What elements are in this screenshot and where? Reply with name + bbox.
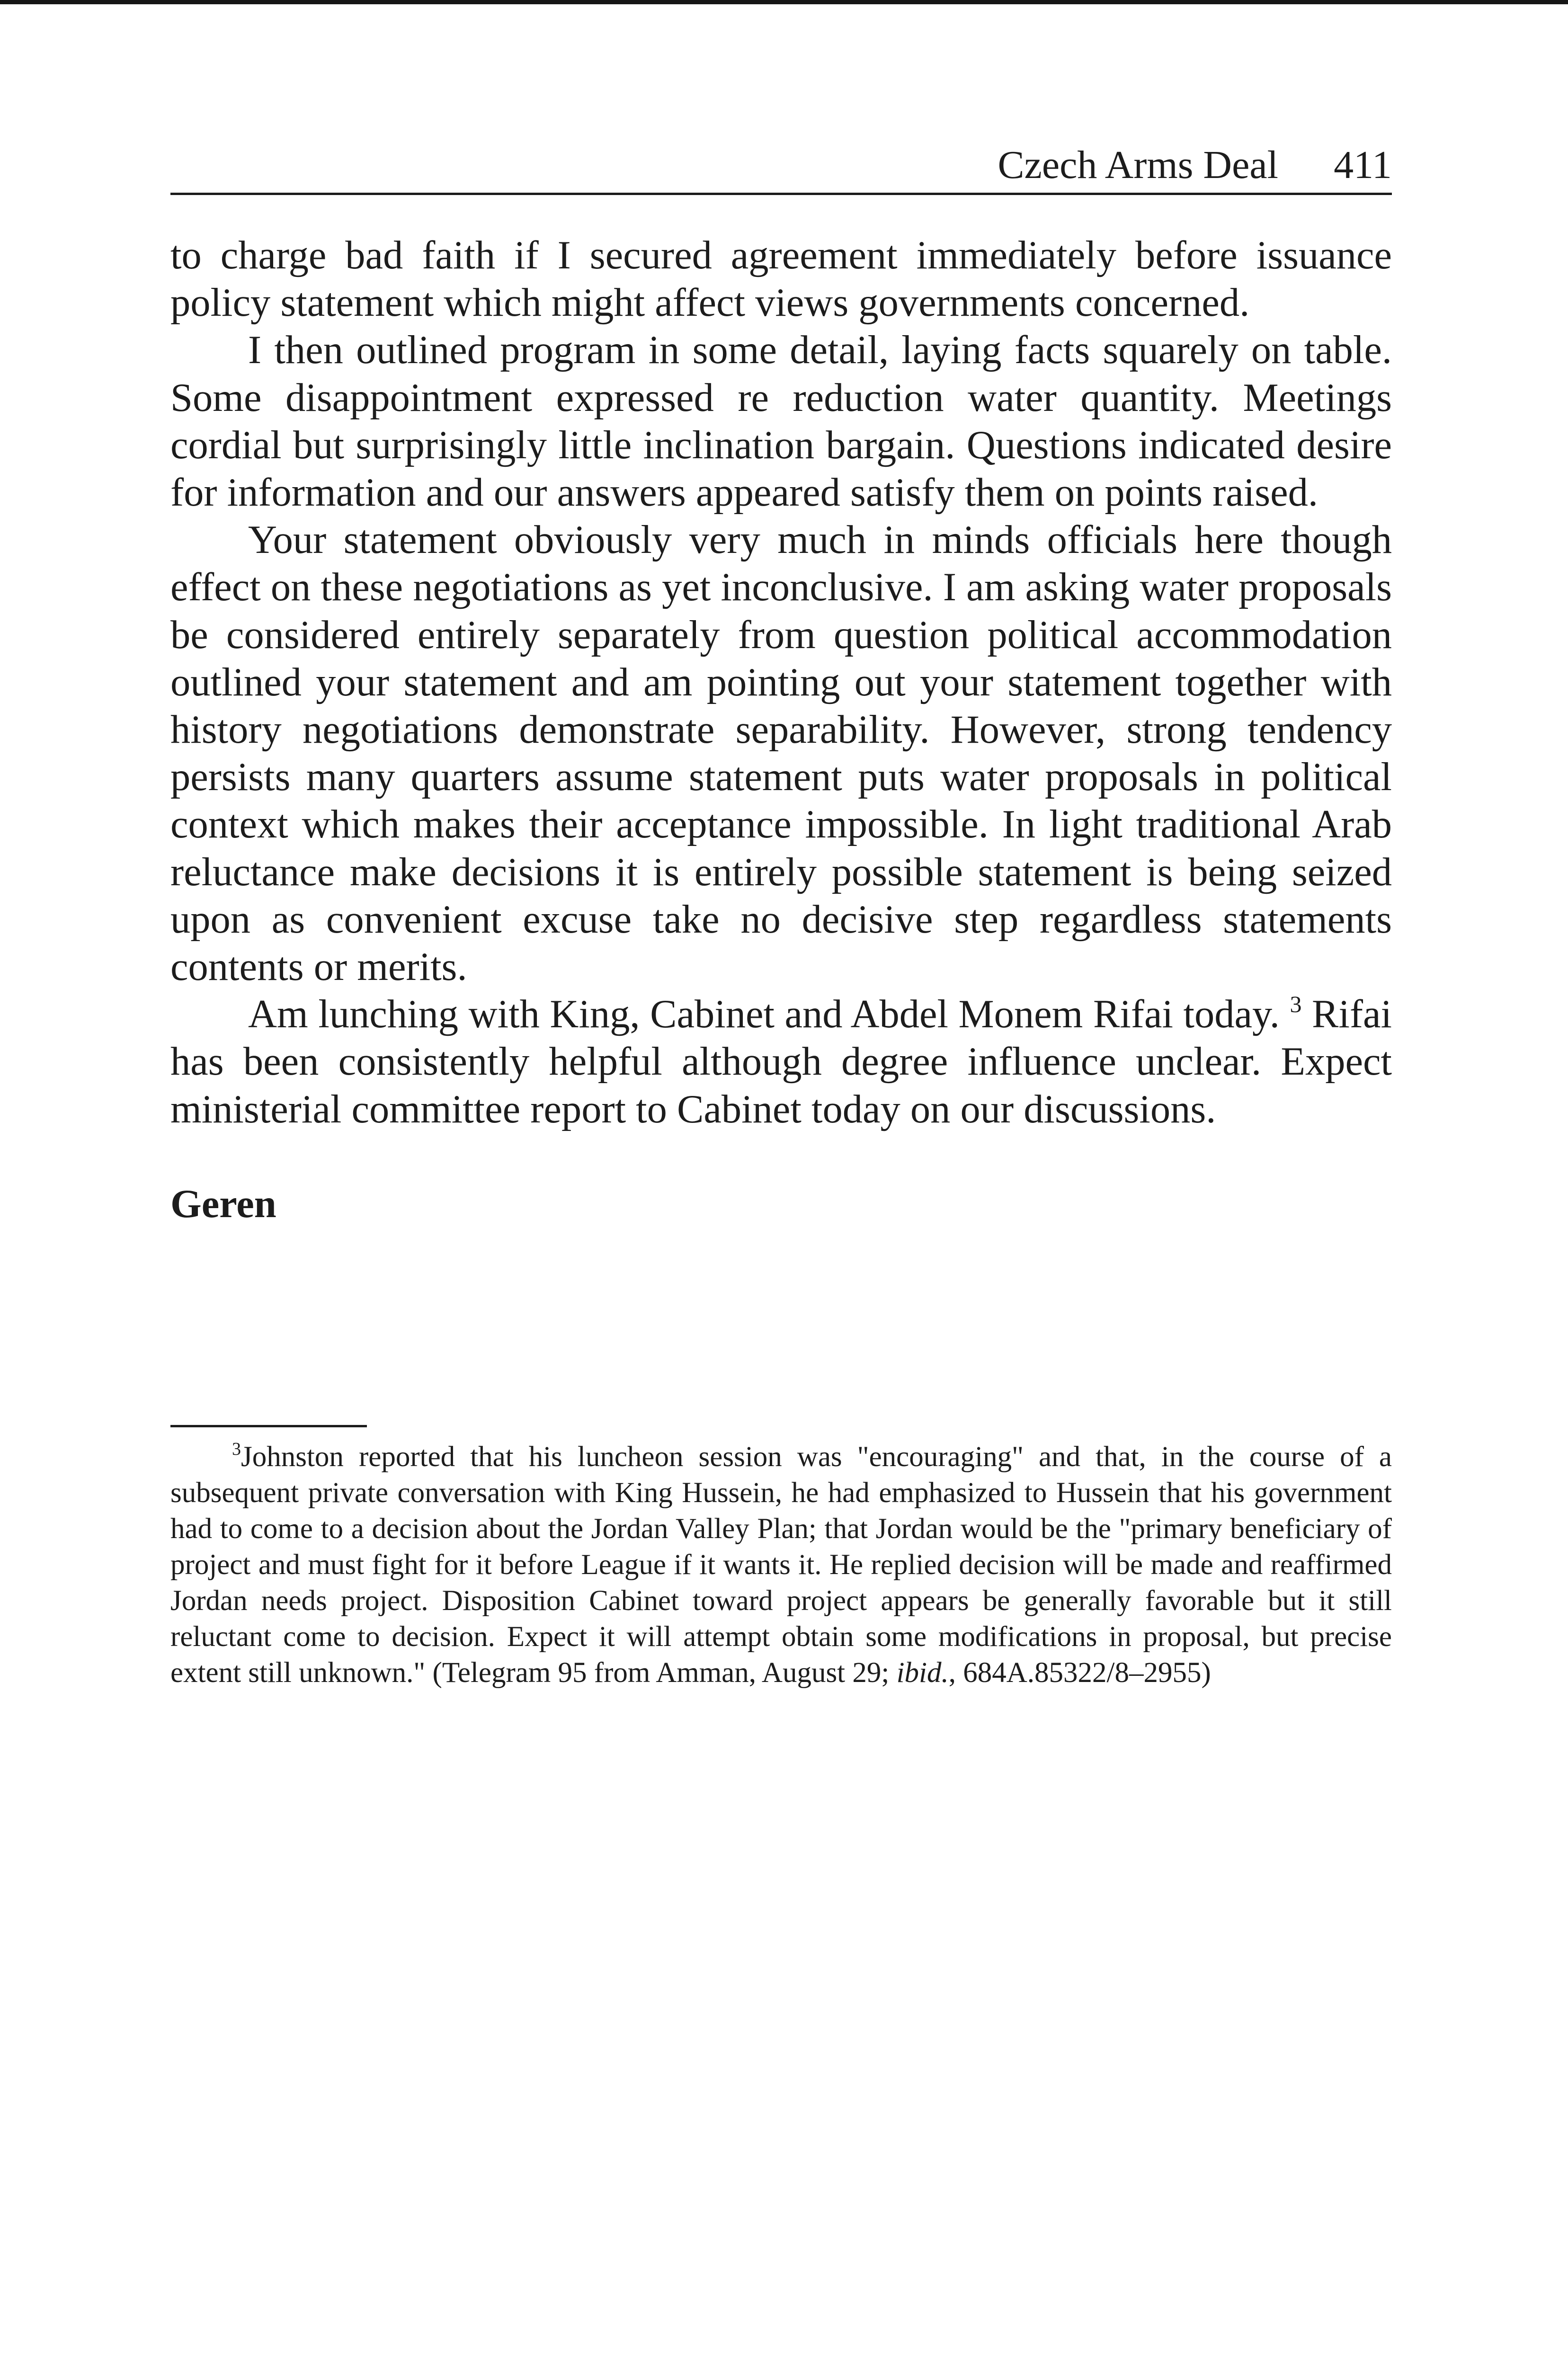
paragraph-4-start: Am lunching with King, Cabinet and Abdel Monem Rifai today. bbox=[248, 992, 1280, 1037]
main-text bbox=[170, 232, 1392, 1228]
body-paragraph-3: Your statement obviously very much in minds officials here though effect on these negotiations as yet inconclusive. I am asking water proposals be considered entirely separately from question political accommodation outlined your statement and am pointing out your statement together with history negotiations demonstrate separability. However, strong tendency persists many quarters assume statement puts water proposals in political context which makes their acceptance impossible. In light traditional Arab reluctance make decisions it is entirely possible statement is being seized upon as convenient excuse take no decisive step regardless statements contents or merits. bbox=[170, 518, 1392, 989]
body-paragraph-1: to charge bad faith if I secured agreement immediately before issuance policy statement which might affect views governments concerned. bbox=[170, 233, 1392, 325]
footnote-3 bbox=[170, 1439, 1392, 1691]
body-paragraph-2: I then outlined program in some detail, laying facts squarely on table. Some disappointment expressed re reduction water quantity. Meetings cordial but surprisingly little inclination bargain. Questions indicated desire for information and our answers appeared satisfy them on points raised. bbox=[170, 328, 1392, 515]
page-number: 411 bbox=[1334, 143, 1392, 187]
running-header bbox=[170, 140, 1392, 195]
footnote-text: Johnston reported that his luncheon session was "encouraging" and that, in the course of a subsequent private conversation with King Hussein, he had emphasized to Hussein that his government had to come to a decision about the Jordan Valley Plan; that Jordan would be the "primary beneficiary of project and must fight for it before League if it wants it. He replied decision will be made and reaffirmed Jordan needs project. Disposition Cabinet toward project appears be generally favorable but it still reluctant come to decision. Expect it will attempt obtain some modifications in proposal, but precise extent still unknown." (Telegram 95 from Amman, August 29; bbox=[170, 1441, 1392, 1689]
footnote-mark: 3 bbox=[232, 1439, 241, 1459]
body-paragraph-4 bbox=[170, 991, 1392, 1133]
footnote-separator bbox=[170, 1425, 367, 1427]
footnote-source-reference: , 684A.85322/8–2955) bbox=[948, 1657, 1211, 1689]
paragraph-4-end: Rifai has been consistently helpful although degree influence unclear. Expect ministerial committee report to Cabinet today on our discussions. bbox=[170, 992, 1392, 1131]
footnote-reference-3: 3 bbox=[1290, 991, 1302, 1018]
page-top-border bbox=[0, 0, 1568, 4]
signature: Geren bbox=[170, 1182, 276, 1226]
footnote-source-ibid: ibid. bbox=[896, 1657, 949, 1689]
running-head-title: Czech Arms Deal bbox=[998, 143, 1278, 187]
